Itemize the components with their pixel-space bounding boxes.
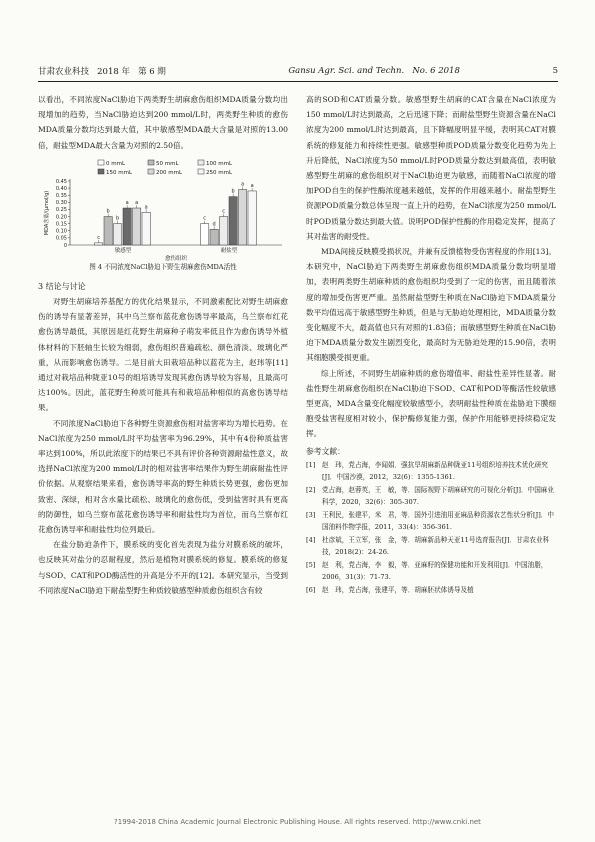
legend-swatch (198, 169, 204, 174)
significance-letter: b (106, 208, 110, 215)
reference-text: 杜彦斌，王立军，张 金，等．胡麻新品种天亚11号选育报告[J]．甘肃农业科技，2018(2)：24-26. (322, 535, 550, 557)
reference-text: 赵 利，党占海，李 毅，等．亚麻籽的保健功能和开发利用[J]．中国油脂，2006，31(3)：71-73. (322, 560, 548, 582)
reference-text: 赵 玮，党占海，李闻娟．强抗旱胡麻新品种陇亚11号组织培养技术优化研究[J]．中国沙漠，2012，32(6)：1355-1361. (322, 460, 548, 482)
y-axis-label: MDA含量/(μmol/g) (44, 190, 50, 236)
bar (210, 229, 218, 245)
legend-swatch (198, 160, 204, 165)
header-issue-en: No. 6 2018 (412, 66, 460, 76)
right-paragraph-3: 综上所述，不同野生胡麻种质的愈伤增值率、耐盐性差异性显著。耐盐性野生胡麻愈伤组织在NaCl胁迫下SOD、CAT和POD等酶活性较敏感型更高，MDA含量变化幅度较敏感型小，表明耐盐性种质在盐胁迫下膜细胞受盐害程度相对较小，保护酶修复能力强，保护作用能够更持续稳定发挥。 (306, 368, 556, 439)
section-heading-3: 3 结论与讨论 (38, 281, 86, 291)
left-paragraph-1: 以看出，不同浓度NaCl胁迫下两类野生胡麻愈伤组织MDA质量分数均出现增加的趋势，当NaCl胁迫达到200 mmol/L时，两类野生种质的愈伤MDA质量分数均达到最大值，其中敏感型MDA最大含量是对照的13.00倍，耐盐型MDA最大含量为对照的2.50倍。 (38, 95, 288, 150)
right-column (306, 92, 556, 596)
legend-swatch (98, 160, 104, 165)
legend-label: 100 mmL (206, 160, 233, 167)
reference-item (306, 534, 556, 559)
left-paragraph-4: 在盐分胁迫条件下，膜系统的变化首先表现为盐分对膜系统的破坏，也反映其对盐分的忍耐程度，然后是植物对膜系统的修复。膜系统的修复与SOD、CAT和POD酶活性的升高是分不开的[12]。本研究显示，当受到不同浓度NaCl胁迫下耐盐型野生种质较敏感型种质愈伤组织含有较 (38, 540, 288, 595)
reference-item (306, 559, 556, 584)
y-tick-label: 0 (63, 242, 67, 249)
x-category-label: 敏感型 (114, 247, 132, 254)
bar (95, 243, 103, 245)
bar (229, 196, 237, 244)
reference-number: [1] (306, 460, 316, 469)
bar (248, 191, 256, 245)
y-tick-label: 0.15 (55, 221, 67, 228)
y-tick-label: 0.10 (55, 228, 67, 235)
bar (114, 223, 122, 244)
left-column (38, 92, 288, 598)
right-paragraph-1: 高的SOD和CAT质量分数。敏感型野生胡麻的CAT含量在NaCl浓度为150 mmol/L时达到最高，之后迅速下降；而耐盐型野生资源含量在NaCl浓度为200 mmol/L时达到最高，且下降幅度明显平缓，表明其CAT对膜系统的修复能力和持续性更强。敏感型种质POD质量分数变化趋势为先上升后降低，NaCl浓度为50 mmol/L时POD质量分数达到最高值，表明敏感型野生胡麻的愈伤组织对于NaCl胁迫更为敏感，而随着NaCl浓度的增加POD自生的保护性酶浓度越来越低，发挥的作用越来越小。耐盐型野生资源POD质量分数总体呈现一直上升的趋势，在NaCl浓度为250 mmol/L时POD质量分数达到最大值。说明POD保护性酶的作用稳定发挥，提高了其对盐害的耐受性。 (306, 95, 556, 241)
legend-swatch (98, 169, 104, 174)
journal-name-cn: 甘肃农业科技 (38, 67, 90, 77)
y-tick-label: 0.40 (55, 185, 67, 192)
significance-letter: a (250, 182, 254, 189)
legend-label: 0 mmL (106, 160, 126, 167)
significance-letter: a (135, 199, 139, 206)
reference-text: 王利民，张建平，米 君，等．国外引进油用亚麻品种资源农艺性状分析[J]．中国油料作物学报，2011，33(4)：356-361. (322, 510, 554, 532)
bar (104, 216, 112, 244)
y-tick-label: 0.30 (55, 199, 67, 206)
reference-item (306, 509, 556, 534)
significance-letter: c (203, 215, 207, 222)
reference-number: [2] (306, 485, 316, 494)
significance-letter: a (125, 199, 129, 206)
reference-number: [3] (306, 510, 316, 519)
bar (142, 212, 150, 245)
header-left (38, 65, 166, 77)
y-tick-label: 0.05 (55, 235, 67, 242)
significance-letter: a (144, 204, 148, 211)
x-category-label: 耐盐型 (220, 247, 238, 254)
page-number: 5 (552, 66, 558, 76)
legend-swatch (148, 160, 154, 165)
figure-caption: 图 4 不同浓度NaCl胁迫下野生胡麻愈伤MDA活性 (89, 262, 237, 271)
legend-label: 250 mmL (206, 169, 233, 176)
significance-letter: c (97, 234, 101, 241)
reference-number: [6] (306, 585, 316, 594)
copyright-footer: ?1994-2018 China Academic Journal Electronic Publishing House. All rights reserved. http://www.cnki.net (114, 818, 481, 826)
significance-letter: c (222, 208, 226, 215)
left-paragraph-3: 不同浓度NaCl胁迫下各种野生资源愈伤相对盐害率均为增长趋势。在NaCl浓度为250 mmol/L时平均盐害率为96.29%，其中有4份种质盐害率达到100%，所以此浓度下的结果已不具有评价各种资源耐盐性意义，故选择NaCl浓度为200 mmol/L时的相对盐害率结果作为野生胡麻耐盐性评价依据。从观察结果来看，愈伤诱导率高的野生种质长势更强，愈伤更加致密、深绿，相对含水量比疏松、玻璃化的愈伤低，受到盐害时具有更高的防御性，如乌兰察布蓝花愈伤诱导率和耐盐性均为首位，而乌兰察布红花愈伤诱导率和耐盐性均位列最后。 (38, 418, 288, 535)
significance-letter: d (212, 221, 216, 228)
header-rule (38, 81, 558, 82)
legend-label: 150 mmL (106, 169, 133, 176)
significance-letter: b (116, 215, 120, 222)
chart-svg (38, 157, 288, 261)
bar (123, 208, 131, 245)
legend-label: 200 mmL (156, 169, 183, 176)
journal-name-en: Gansu Agr. Sci. and Techn. (288, 66, 405, 76)
y-tick-label: 0.45 (55, 178, 67, 185)
bar (201, 223, 209, 244)
bar (220, 216, 228, 244)
y-tick-label: 0.25 (55, 207, 67, 214)
significance-letter: b (231, 188, 235, 195)
x-axis-label: 愈伤组织 (164, 255, 188, 261)
significance-letter: a (241, 181, 245, 188)
legend-swatch (148, 169, 154, 174)
reference-list (306, 459, 556, 597)
reference-text: 党占海，赵蓉英，王 敏，等．国际视野下胡麻研究的可视化分析[J]．中国麻业科学，2020，32(6)：305-307. (322, 485, 554, 507)
header-year: 2018 年 (97, 67, 130, 77)
bar (239, 189, 247, 244)
left-paragraph-2: 对野生胡麻培养基配方的优化结果显示，不同激素配比对野生胡麻愈伤的诱导有显著差异，其中乌兰察布蓝花愈伤诱导率最高，乌兰察布红花愈伤诱导最低，其原因是红花野生胡麻种子萌发率低且作为愈伤诱导外植体材料的下胚轴生长较为细弱，愈伤组织普遍疏松、颜色清淡、玻璃化严重，从而影响愈伤诱导。二是目前大田栽培品种以蓝花为主，赵玮等[11]通过对栽培品种陇亚10号的组培诱导发现其愈伤诱导较为容易，且最高可达100%。因此，蓝花野生种质可能具有和栽培品种相似的高愈伤诱导结果。 (38, 297, 288, 413)
header-right (288, 66, 558, 76)
y-tick-label: 0.20 (55, 214, 67, 221)
references-title: 参考文献： (306, 446, 345, 456)
reference-number: [5] (306, 560, 316, 569)
reference-item (306, 584, 556, 597)
bar (133, 208, 141, 245)
reference-number: [4] (306, 535, 316, 544)
right-paragraph-2: MDA间接反映膜受损状况，并兼有反馈植物受伤害程度的作用[13]。本研究中，NaCl胁迫下两类野生胡麻愈伤组织MDA质量分数均明显增加，表明两类野生胡麻种质的愈伤组织均受到了一定的伤害，而且随着浓度的增加受伤害更严重。虽然耐盐型野生种质在NaCl胁迫下MDA质量分数平均值远高于敏感型野生种质，但是与无胁迫处理相比，MDA质量分数变化幅度不大，最高值也只有对照的1.83倍；而敏感型野生种质在NaCl胁迫下MDA质量分数发生剧烈变化，最高时为无胁迫处理的15.90倍，表明其细胞膜受损更重。 (306, 247, 556, 363)
y-tick-label: 0.35 (55, 192, 67, 199)
legend-label: 50 mmL (156, 160, 179, 167)
reference-item (306, 484, 556, 509)
reference-item (306, 459, 556, 484)
running-header (38, 64, 558, 78)
header-issue: 第 6 期 (138, 67, 166, 77)
mda-bar-chart (38, 157, 288, 261)
reference-text: 赵 玮，党占海，张建平，等．胡麻胚状体诱导及植 (322, 585, 474, 594)
